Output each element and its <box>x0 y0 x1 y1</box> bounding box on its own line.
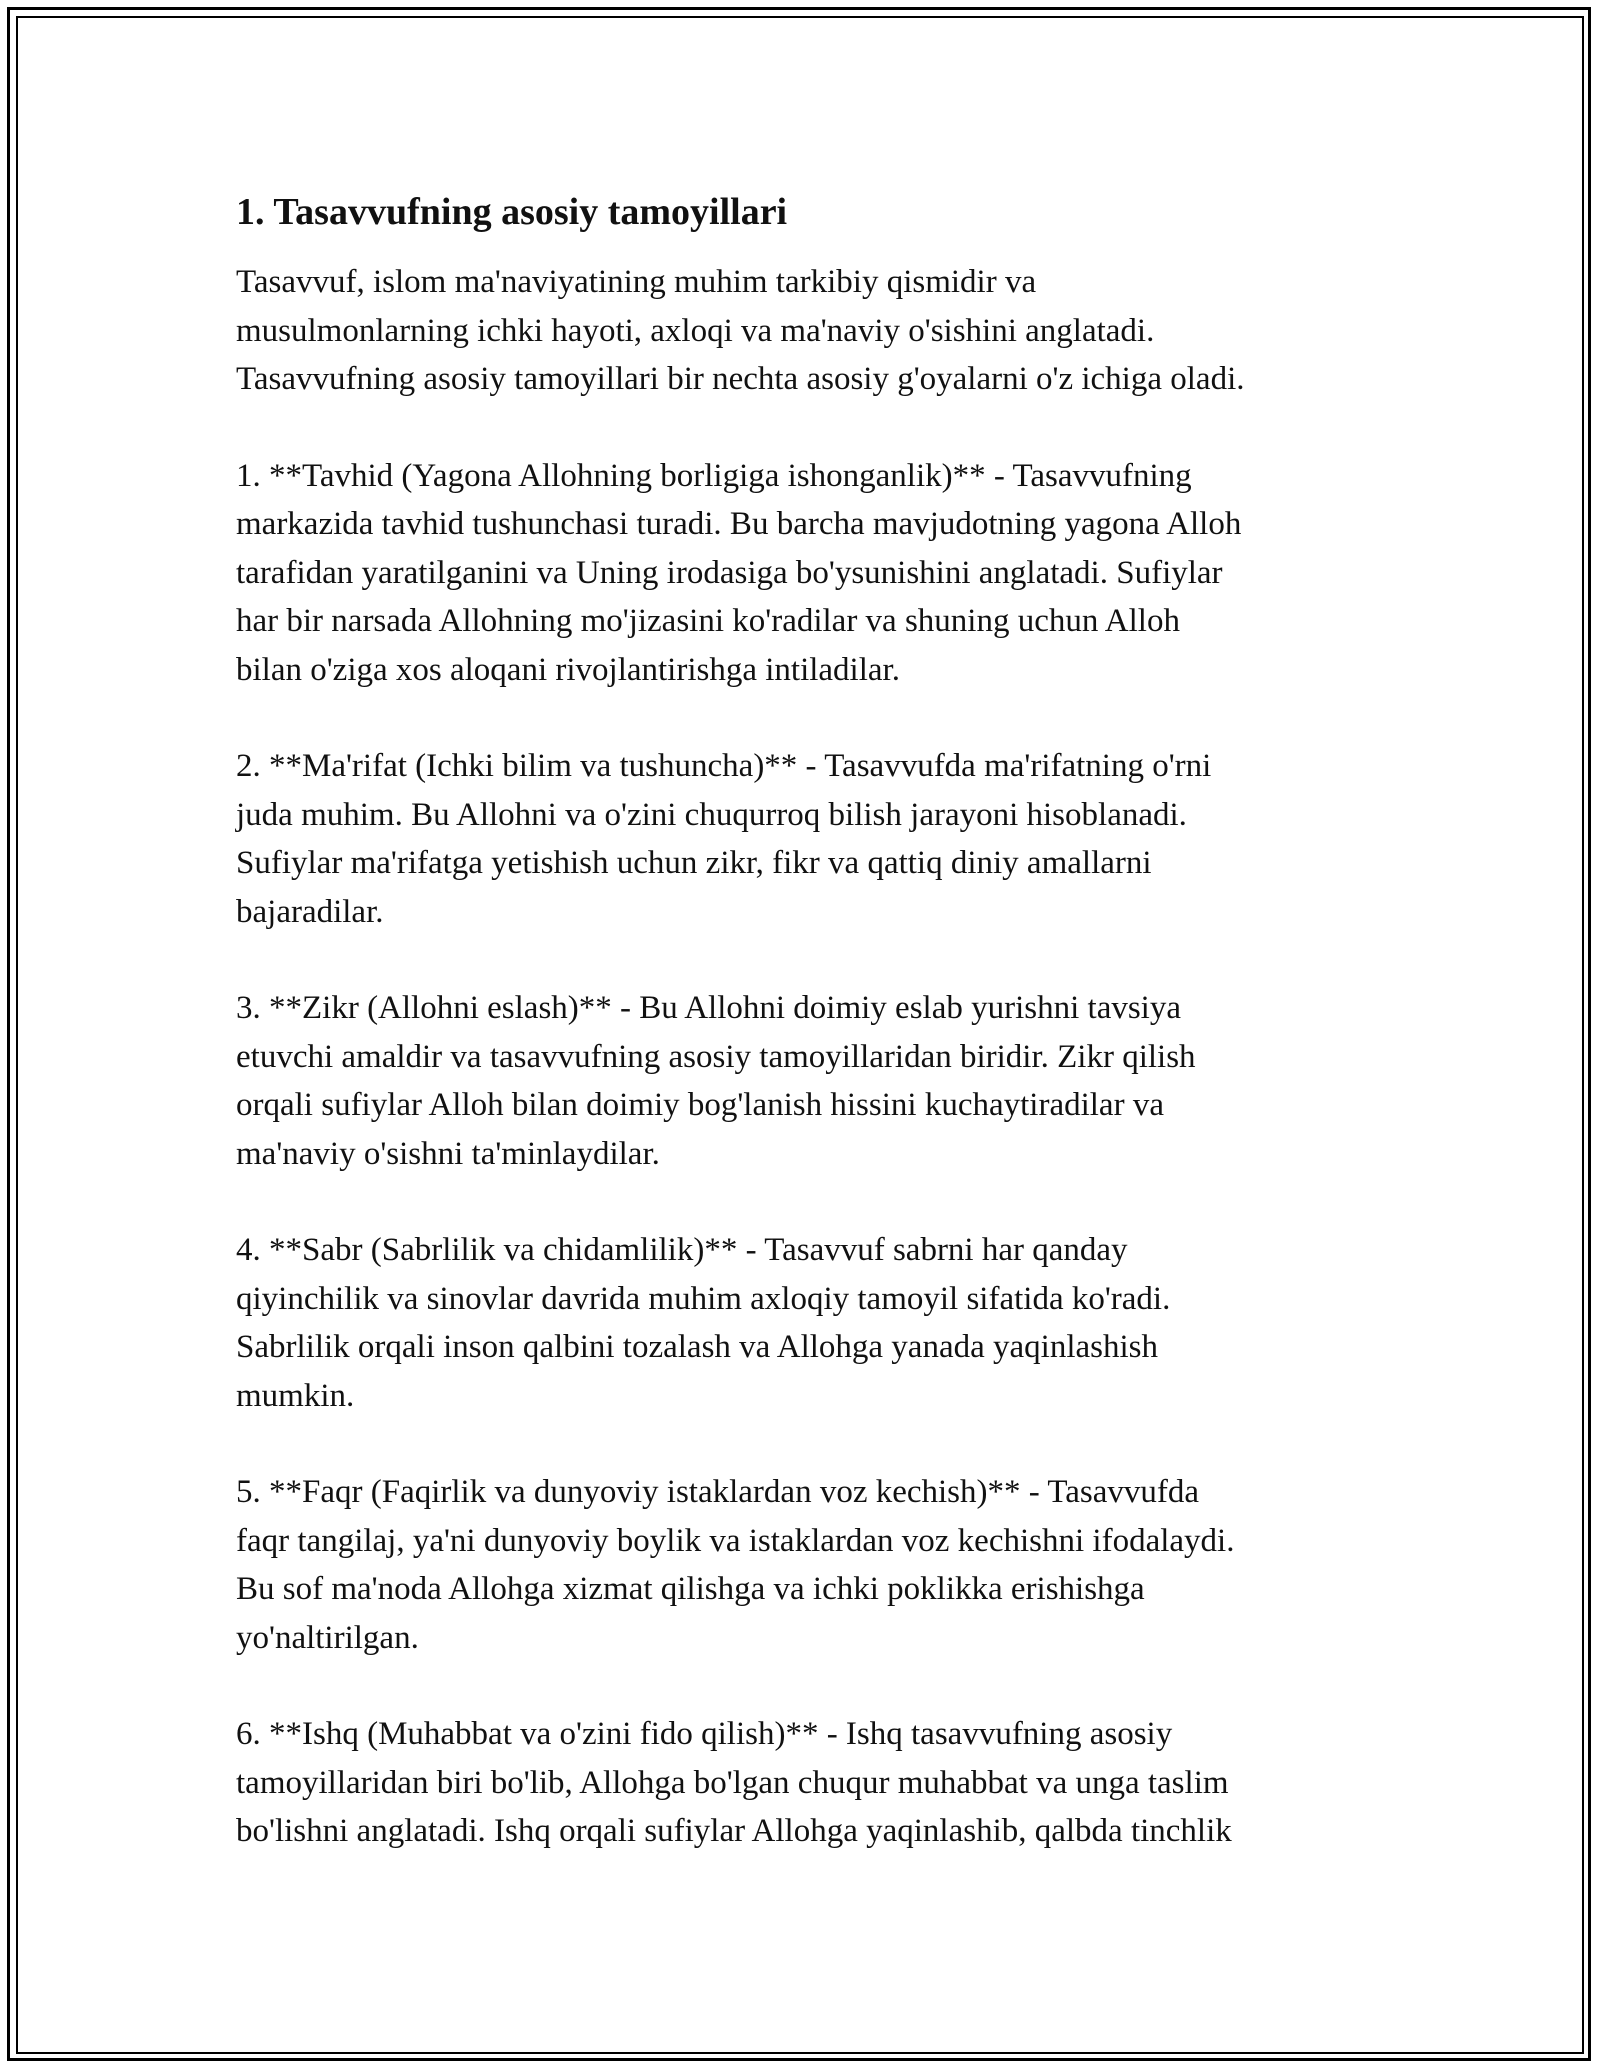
text-line: markazida tavhid tushunchasi turadi. Bu barcha mavjudotning yagona Alloh <box>236 506 1242 542</box>
text-line: musulmonlarning ichki hayoti, axloqi va ma'naviy o'sishini anglatadi. <box>236 312 1155 349</box>
ishq-paragraph <box>236 1710 1386 1856</box>
text-line: 2. **Ma'rifat (Ichki bilim va tushuncha)** - Tasavvufda ma'rifatning o'rni <box>236 748 1212 784</box>
text-line: qiyinchilik va sinovlar davrida muhim axloqiy tamoyil sifatida ko'radi. <box>236 1280 1171 1317</box>
text-line: 3. **Zikr (Allohni eslash)** - Bu Allohni doimiy eslab yurishni tavsiya <box>236 990 1181 1026</box>
text-line: Bu sof ma'noda Allohga xizmat qilishga va ichki poklikka erishishga <box>236 1571 1145 1607</box>
tavhid-paragraph <box>236 452 1386 695</box>
text-line: Tasavvufning asosiy tamoyillari bir nechta asosiy g'oyalarni o'z ichiga oladi. <box>236 361 1245 397</box>
text-line: faqr tangilaj, ya'ni dunyoviy boylik va istaklardan voz kechishni ifodalaydi. <box>236 1522 1235 1559</box>
text-line: etuvchi amaldir va tasavvufning asosiy tamoyillaridan biridir. Zikr qilish <box>236 1038 1196 1075</box>
text-line: ma'naviy o'sishni ta'minlaydilar. <box>236 1135 660 1172</box>
text-line: tamoyillaridan biri bo'lib, Allohga bo'lgan chuqur muhabbat va unga taslim <box>236 1764 1229 1801</box>
text-line: 1. **Tavhid (Yagona Allohning borligiga ishonganlik)** - Tasavvufning <box>236 457 1192 494</box>
marifat-paragraph <box>236 742 1386 936</box>
sabr-paragraph <box>236 1226 1386 1420</box>
zikr-paragraph <box>236 984 1386 1178</box>
text-line: tarafidan yaratilganini va Uning irodasiga bo'ysunishini anglatadi. Sufiylar <box>236 554 1223 591</box>
text-line: Sabrlilik orqali inson qalbini tozalash va Allohga yanada yaqinlashish <box>236 1329 1158 1365</box>
text-line: 6. **Ishq (Muhabbat va o'zini fido qilish)** - Ishq tasavvufning asosiy <box>236 1716 1173 1752</box>
text-line: yo'naltirilgan. <box>236 1619 419 1656</box>
text-line: bajaradilar. <box>236 893 384 930</box>
text-line: mumkin. <box>236 1377 355 1414</box>
text-line: orqali sufiylar Alloh bilan doimiy bog'lanish hissini kuchaytiradilar va <box>236 1087 1164 1123</box>
text-line: bo'lishni anglatadi. Ishq orqali sufiylar Allohga yaqinlashib, qalbda tinchlik <box>236 1813 1232 1849</box>
text-line: har bir narsada Allohning mo'jizasini ko'radilar va shuning uchun Alloh <box>236 603 1180 639</box>
document-heading: 1. Tasavvufning asosiy tamoyillari <box>236 191 788 233</box>
text-line: Sufiylar ma'rifatga yetishish uchun zikr, fikr va qattiq diniy amallarni <box>236 845 1152 881</box>
document-page <box>236 186 1386 1904</box>
text-line: juda muhim. Bu Allohni va o'zini chuqurroq bilish jarayoni hisoblanadi. <box>236 796 1187 833</box>
intro-paragraph <box>236 258 1386 404</box>
text-line: Tasavvuf, islom ma'naviyatining muhim tarkibiy qismidir va <box>236 264 1037 300</box>
text-line: bilan o'ziga xos aloqani rivojlantirishga intiladilar. <box>236 651 900 688</box>
text-line: 4. **Sabr (Sabrlilik va chidamlilik)** - Tasavvuf sabrni har qanday <box>236 1232 1128 1268</box>
faqr-paragraph <box>236 1468 1386 1662</box>
text-line: 5. **Faqr (Faqirlik va dunyoviy istaklardan voz kechish)** - Tasavvufda <box>236 1474 1200 1510</box>
